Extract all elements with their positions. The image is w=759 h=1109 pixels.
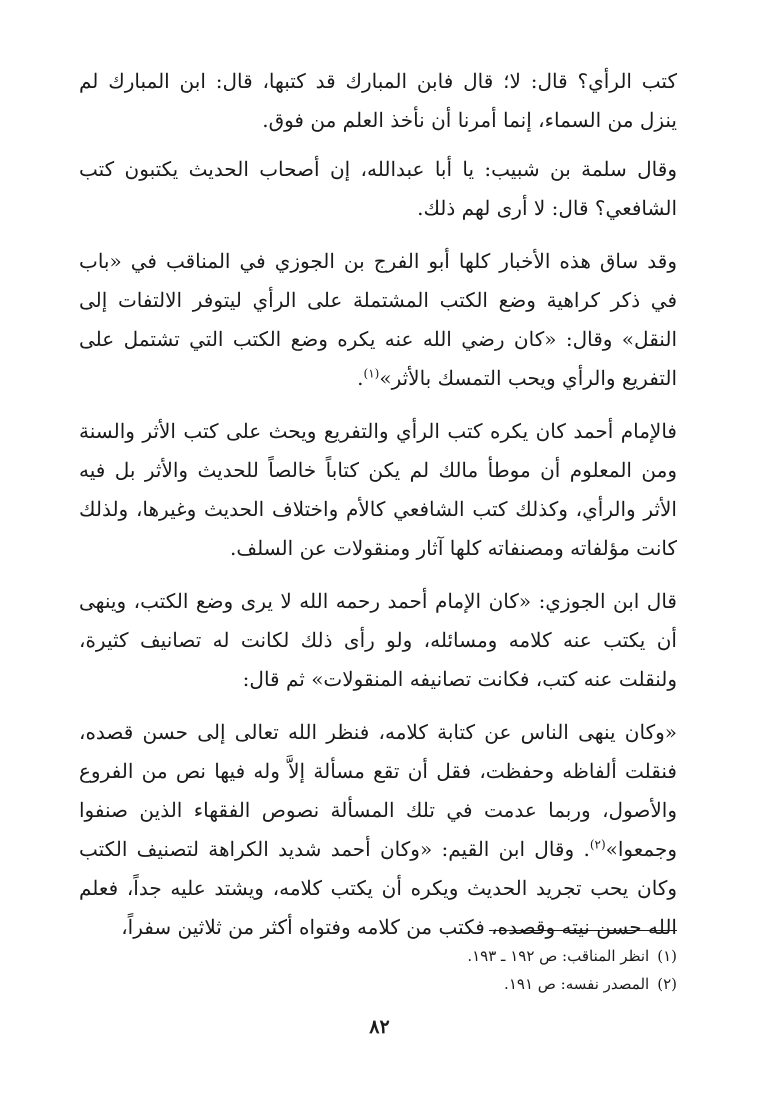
footnote-2-number: (٢) <box>657 975 677 993</box>
paragraph-5 <box>79 582 677 699</box>
paragraph-6-after: . وقال ابن القيم: «وكان أحمد شديد الكراهة لتصنيف الكتب وكان يحب تجريد الحديث ويكره أن يكتب كلامه، ويشتد عليه جداً، فعلم الله حسن نيته وقصده، فكتب من كلامه وفتواه أكثر من ثلاثين سفراً، <box>79 837 677 939</box>
footnote-marker-2[interactable]: (٢) <box>589 837 606 852</box>
footnotes <box>79 942 677 998</box>
footnote-marker-1[interactable]: (١) <box>363 366 380 381</box>
paragraph-2-text: وقال سلمة بن شبيب: يا أبا عبدالله، إن أصحاب الحديث يكتبون كتب الشافعي؟ قال: لا أرى لهم ذلك. <box>79 157 677 220</box>
paragraph-3-text: وقد ساق هذه الأخبار كلها أبو الفرج بن الجوزي في المناقب في «باب في ذكر كراهية وضع الكتب المشتملة على الرأي ليتوفر الالتفات إلى النقل» وقال: «كان رضي الله عنه يكره وضع الكتب التي تشتمل على التفريع والرأي ويحب التمسك بالأثر» <box>79 249 677 390</box>
paragraph-2 <box>79 150 677 228</box>
footnote-1-number: (١) <box>657 947 677 965</box>
paragraph-3 <box>79 242 677 398</box>
footnote-2 <box>79 970 677 998</box>
paragraph-6 <box>79 713 677 947</box>
paragraph-5-text: قال ابن الجوزي: «كان الإمام أحمد رحمه الله لا يرى وضع الكتب، وينهى أن يكتب عنه كلامه ومسائله، ولو رأى ذلك لكانت له تصانيف كثيرة، ولنقلت عنه كتب، فكانت تصانيفه المنقولات» ثم قال: <box>79 589 677 691</box>
paragraph-1 <box>79 62 677 140</box>
footnote-1-text: انظر المناقب: ص ١٩٢ ـ ١٩٣. <box>467 947 650 965</box>
main-text <box>79 62 677 947</box>
footnote-2-text: المصدر نفسه: ص ١٩١. <box>504 975 650 993</box>
page-number: ٨٢ <box>369 1016 390 1038</box>
paragraph-4-text: فالإمام أحمد كان يكره كتب الرأي والتفريع ويحث على كتب الأثر والسنة ومن المعلوم أن موطأ مالك لم يكن كتاباً خالصاً للحديث والأثر بل فيه الأثر والرأي، وكذلك كتب الشافعي كالأم واختلاف الحديث وغيرها، ولذلك كانت مؤلفاته ومصنفاته كلها آثار ومنقولات عن السلف. <box>79 419 677 560</box>
paragraph-6-text: «وكان ينهى الناس عن كتابة كلامه، فنظر الله تعالى إلى حسن قصده، فنقلت ألفاظه وحفظت، فقل أن تقع مسألة إلاَّ وله فيها نص من الفروع والأصول، وربما عدمت في تلك المسألة نصوص الفقهاء الذين صنفوا وجمعوا» <box>79 720 677 861</box>
paragraph-4 <box>79 412 677 568</box>
footnote-divider <box>489 930 677 931</box>
paragraph-1-text: كتب الرأي؟ قال: لا؛ قال فابن المبارك قد كتبها، قال: ابن المبارك لم ينزل من السماء، إنما أمرنا أن نأخذ العلم من فوق. <box>79 69 677 132</box>
paragraph-3-after: . <box>357 366 364 390</box>
footnote-1 <box>79 942 677 970</box>
